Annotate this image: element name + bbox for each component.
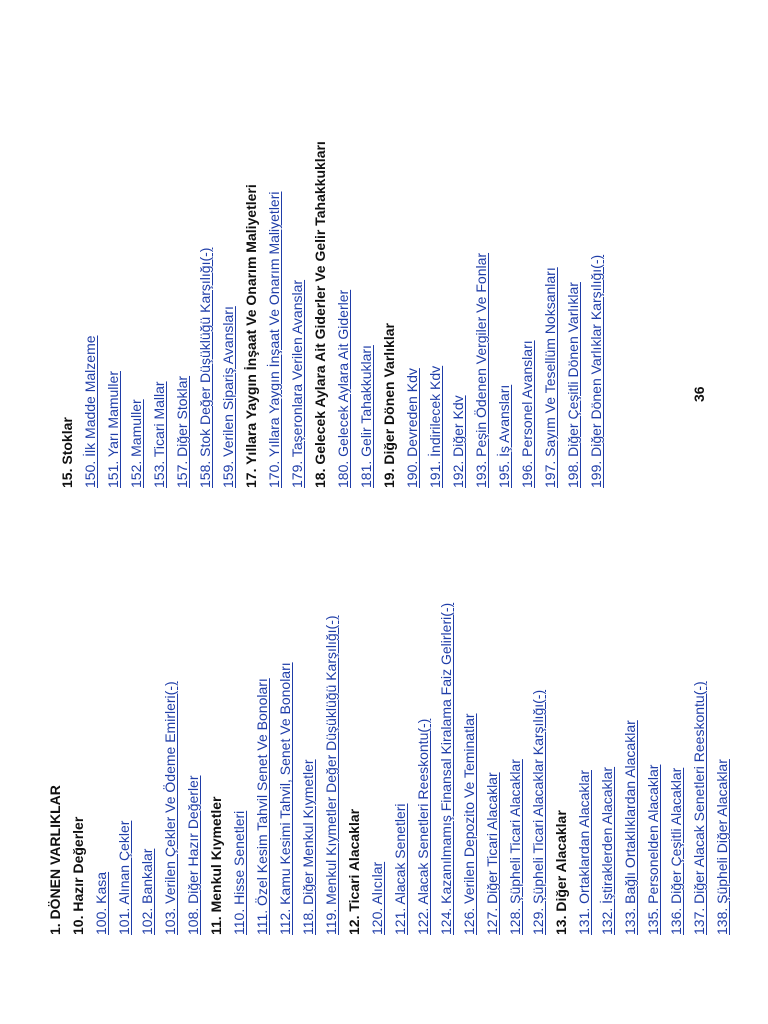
current-assets-right-column [56, 141, 608, 488]
account-link[interactable]: 133. Bağlı Ortaklıklardan Alacaklar [622, 720, 638, 935]
account-link[interactable]: 137. Diğer Alacak Senetleri Reeskontu(-) [691, 681, 707, 935]
account-link[interactable]: 126. Verilen Depozito Ve Teminatlar [461, 713, 477, 935]
account-link[interactable]: 179. Taşeronlara Verilen Avanslar [289, 279, 305, 488]
account-link[interactable]: 100. Kasa [93, 871, 109, 935]
account-link[interactable]: 150. İlk Madde Malzeme [82, 335, 98, 488]
account-link[interactable]: 180. Gelecek Aylara Ait Giderler [335, 289, 351, 488]
account-group-heading: 10. Hazır Değerler [70, 816, 86, 935]
account-group-heading: 12. Ticari Alacaklar [346, 808, 362, 935]
account-link[interactable]: 196. Personel Avansları [519, 340, 535, 488]
account-link[interactable]: 121. Alacak Senetleri [392, 803, 408, 935]
account-link[interactable]: 191. İndirilecek Kdv [427, 365, 443, 488]
account-link[interactable]: 198. Diğer Çeşitli Dönen Varlıklar [565, 282, 581, 488]
account-link[interactable]: 112. Kamu Kesimi Tahvil, Senet Ve Bonoları [277, 662, 293, 935]
account-link[interactable]: 193. Peşin Ödenen Vergiler Ve Fonlar [473, 252, 489, 488]
account-link[interactable]: 151. Yarı Mamuller [105, 371, 121, 488]
page-number: 36 [691, 386, 707, 402]
account-link[interactable]: 157. Diğer Stoklar [174, 375, 190, 488]
account-link[interactable]: 159. Verilen Sipariş Avansları [220, 306, 236, 488]
account-group-heading: 19. Diğer Dönen Varlıklar [381, 323, 397, 488]
account-link[interactable]: 103. Verilen Çekler Ve Ödeme Emirleri(-) [162, 681, 178, 935]
account-link[interactable]: 170. Yıllara Yaygın İnşaat Ve Onarım Maliyetleri [266, 191, 282, 488]
account-link[interactable]: 128. Şüpheli Ticari Alacaklar [507, 759, 523, 935]
account-link[interactable]: 118. Diğer Menkul Kıymetler [300, 759, 316, 935]
account-link[interactable]: 108. Diğer Hazır Değerler [185, 775, 201, 935]
account-link[interactable]: 101. Alınan Çekler [116, 820, 132, 935]
account-group-heading: 1. DÖNEN VARLIKLAR [47, 785, 63, 935]
account-link[interactable]: 192. Diğer Kdv [450, 395, 466, 488]
account-link[interactable]: 138. Şüpheli Diğer Alacaklar [714, 759, 730, 935]
account-link[interactable]: 158. Stok Değer Düşüklüğü Karşılığı(-) [197, 247, 213, 488]
account-link[interactable]: 120. Alıcılar [369, 861, 385, 935]
account-link[interactable]: 190. Devreden Kdv [404, 368, 420, 488]
account-link[interactable]: 122. Alacak Senetleri Reeskontu(-) [415, 718, 431, 935]
account-link[interactable]: 129. Şüpheli Ticari Alacaklar Karşılığı(-) [530, 689, 546, 935]
account-link[interactable]: 119. Menkul Kıymetler Değer Düşüklüğü Karşılığı(-) [323, 615, 339, 935]
account-link[interactable]: 102. Bankalar [139, 848, 155, 935]
account-link[interactable]: 153. Ticari Mallar [151, 381, 167, 488]
current-assets-left-column [44, 603, 734, 935]
account-link[interactable]: 131. Ortaklardan Alacaklar [576, 770, 592, 935]
account-link[interactable]: 132. İştiraklerden Alacaklar [599, 766, 615, 935]
account-link[interactable]: 152. Mamuller [128, 399, 144, 488]
account-link[interactable]: 181. Gelir Tahakkukları [358, 345, 374, 488]
account-link[interactable]: 136. Diğer Çeşitli Alacaklar [668, 767, 684, 935]
account-link[interactable]: 124. Kazanılmamış Finansal Kiralama Faiz Gelirleri(-) [438, 602, 454, 935]
account-group-heading: 15. Stoklar [59, 417, 75, 488]
account-link[interactable]: 110. Hisse Senetleri [231, 810, 247, 935]
account-group-heading: 11. Menkul Kıymetler [208, 796, 224, 935]
account-link[interactable]: 195. İş Avansları [496, 384, 512, 488]
account-link[interactable]: 127. Diğer Ticari Alacaklar [484, 772, 500, 935]
account-link[interactable]: 197. Sayım Ve Tesellüm Noksanları [542, 267, 558, 488]
account-link[interactable]: 135. Personelden Alacaklar [645, 764, 661, 935]
account-link[interactable]: 111. Özel Kesim Tahvil Senet Ve Bonoları [254, 678, 270, 935]
account-group-heading: 17. Yıllara Yaygın İnşaat Ve Onarım Maliyetleri [243, 184, 259, 488]
account-group-heading: 13. Diğer Alacaklar [553, 810, 569, 935]
account-group-heading: 18. Gelecek Aylara Ait Giderler Ve Gelir Tahakkukları [312, 141, 328, 488]
account-link[interactable]: 199. Diğer Dönen Varlıklar Karşılığı(-) [588, 254, 604, 488]
